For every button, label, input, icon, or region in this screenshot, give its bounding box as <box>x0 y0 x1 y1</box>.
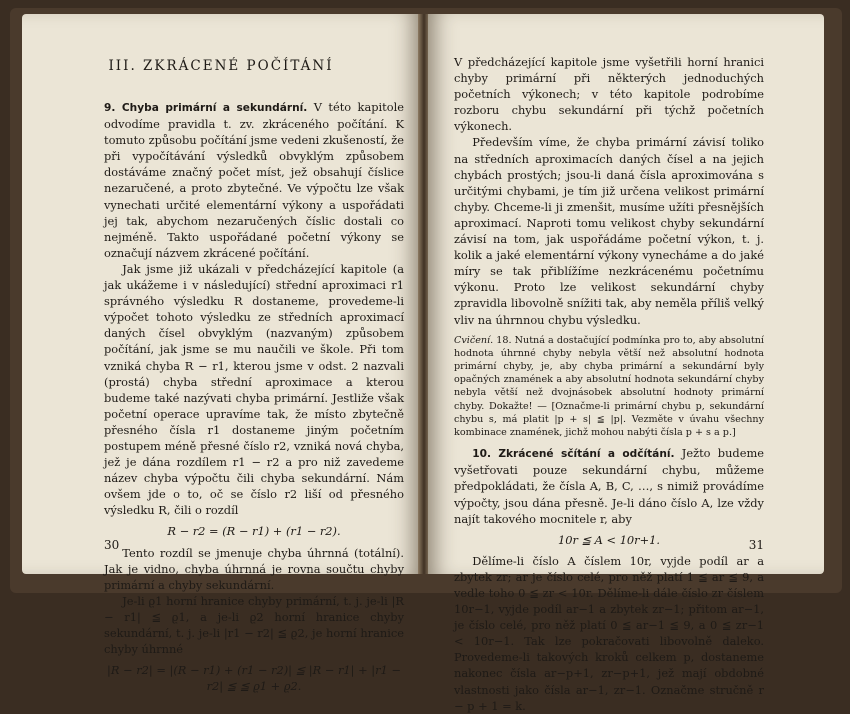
left-page-text <box>104 99 404 699</box>
page-number: 30 <box>104 538 120 552</box>
exercise-label: Cvičení. <box>454 334 494 346</box>
equation: |R − r2| = |(R − r1) + (r1 − r2)| ≦ |R − r1| + |r1 − r2| ≦ ≦ ϱ1 + ϱ2. <box>107 663 401 694</box>
paragraph-sec9 <box>104 99 404 261</box>
equation: R − r2 = (R − r1) + (r1 − r2). <box>167 524 341 539</box>
section-10-heading: 10. Zkrácené sčítání a odčítání. <box>472 448 675 461</box>
exercise-block <box>454 334 764 440</box>
page-number: 31 <box>748 538 764 552</box>
exercise-text: 18. Nutná a dostačující podmínka pro to, aby absolutní hodnota úhrnné chyby nebyla větší než absolutní hodnota primární chyby, je, aby chyba primární a sekundární byly opačných znamének a aby absolutní hodnota sekundární chyby nebyla větší než dvojnásobek absolutní hodnoty primární chyby. Dokažte! — [Označme-li primární chybu p, sekundární chybu s, má platit |p + s| ≦ |p|. Vezměte v úvahu všechny kombinace znamének, jichž mohou nabýti čísla p + s a p.] <box>454 334 764 439</box>
left-page <box>22 14 420 694</box>
paragraph-text: Dělíme-li číslo A číslem 10r, vyjde podíl ar a zbytek zr; ar je číslo celé, pro něž platí 1 ≦ ar ≦ 9, a vedle toho 0 ≦ zr < 10r. Dělíme-li dále číslo zr číslem 10r−1, vyjde podíl ar−1 a zbytek zr−1; přitom ar−1, je číslo celé, pro něž platí 0 ≦ ar−1 ≦ 9, a 0 ≦ zr−1 < 10r−1. Tak lze pokračovati libovolně daleko. Provedeme-li takových kroků celkem p, dostaneme nakonec čísla ar−p+1, zr−p+1, jež mají obdobné vlastnosti jako čísla ar−1, zr−1. Označme stručně r − p + 1 = k. <box>454 553 764 713</box>
paragraph-text: Ježto budeme vyšetřovati pouze sekundární chybu, můžeme předpokládati, že čísla A, B, C, …, s nimiž provádíme výpočty, jsou dána přesně. Je-li dáno číslo A, lze vždy najít takového mocnitele r, aby <box>454 446 764 526</box>
chapter-heading: III. ZKRÁCENÉ POČÍTÁNÍ <box>108 58 334 74</box>
paragraph-text: Tento rozdíl se jmenuje chyba úhrnná (totální). Jak je vidno, chyba úhrnná je rovna součtu chyby primární a chyby sekundární. <box>104 545 404 592</box>
right-page <box>428 14 824 713</box>
paragraph-text: V předcházející kapitole jsme vyšetřili horní hranici chyby primární při některých jednoduchých početních výkonech; v této kapitole podrobíme rozboru chybu sekundární při týchž početních výkonech. <box>454 55 764 134</box>
paragraph-text: Jak jsme již ukázali v předcházející kapitole (a jak ukážeme i v následující) střední aproximaci r1 správného výsledku R dostaneme, provedeme-li výpočet tohoto výsledku ze středních aproximací daných čísel obvyklým (nazvaným) způsobem počítání, jak jsme se mu naučili ve škole. Při tom vzniká chyba R − r1, kterou jsme v odst. 2 nazvali (prostá) chyba střední aproximace a kterou budeme také nazývati chyba primární. Jestliže však početní operace upravíme tak, že místo zbytečně přesného čísla r1 dostaneme jiným početním postupem méně přesné číslo r2, vzniká nová chyba, jež je dána rozdílem r1 − r2 a pro niž zavedeme název chyba výpočtu čili chyba sekundární. Nám ovšem jde o to, oč se číslo r2 liší od přesného výsledku R, čili o rozdíl <box>104 261 404 518</box>
section-9-heading: 9. Chyba primární a sekundární. <box>104 102 308 114</box>
paragraph-text: Především víme, že chyba primární závisí toliko na středních aproximacích daných čísel a na jejich chybách prostých; jsou-li daná čísla aproximována s určitými chybami, je tím již určena velikost primární chyby. Chceme-li ji zmenšit, musíme užíti přesnějších aproximací. Naproti tomu velikost chyby sekundární závisí na tom, jak uspořádáme početní výkon, t. j. kolik a jaké elementární výkony vynecháme a do jaké míry se tak přiblížíme nezkrácenému početnímu výkonu. Proto lze velikost sekundární chyby zpravidla libovolně snížiti tak, aby neměla příliš velký vliv na úhrnnou chybu výsledku. <box>454 135 764 327</box>
right-page-text <box>454 54 764 714</box>
paragraph-text: V této kapitole odvodíme pravidla t. zv. zkráceného počítání. K tomuto způsobu počítání jsme vedeni zkušeností, že při vypočítávání výsledků obvyklým způsobem dostáváme značný počet míst, jež obsahují číslice nezaručené, a proto zbytečné. Ve výpočtu lze však vynechati určité elementární výkony a uspořádati jej tak, abychom nezaručených číslic dostali co nejméně. Takto uspořádané početní výkony se označují názvem zkrácené počítání. <box>104 100 404 260</box>
paragraph-sec10 <box>454 445 764 526</box>
equation: 10r ≦ A < 10r+1. <box>557 532 661 547</box>
paragraph-text: Je-li ϱ1 horní hranice chyby primární, t. j. je-li |R − r1| ≦ ϱ1, a je-li ϱ2 horní hranice chyby sekundární, t. j. je-li |r1 − r2| ≦ ϱ2, je horní hranice chyby úhrnné <box>104 593 404 657</box>
